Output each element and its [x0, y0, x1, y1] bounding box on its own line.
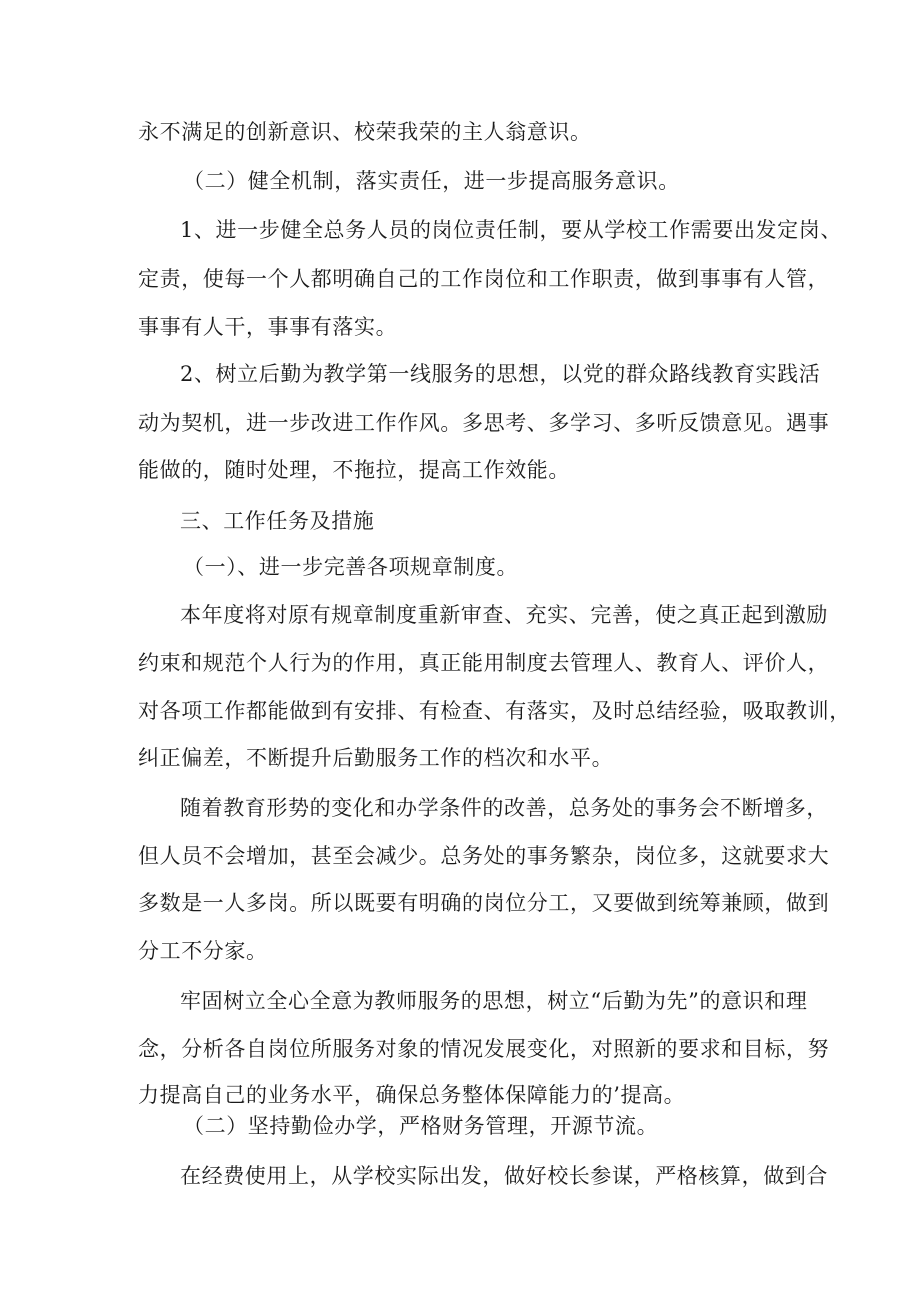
paragraph-line: 念，分析各自岗位所服务对象的情况发展变化，对照新的要求和目标，努 — [138, 1037, 830, 1061]
paragraph-line: 力提高自己的业务水平，确保总务整体保障能力的’提高。 — [138, 1083, 686, 1107]
section-heading: 三、工作任务及措施 — [180, 509, 375, 533]
paragraph-line: 动为契机，进一步改进工作作风。多思考、多学习、多听反馈意见。遇事 — [138, 411, 830, 435]
paragraph-line: 随着教育形势的变化和办学条件的改善，总务处的事务会不断增多， — [180, 796, 828, 820]
paragraph-line: 1、进一步健全总务人员的岗位责任制，要从学校工作需要出发定岗、 — [180, 218, 842, 242]
section-heading: （二）健全机制，落实责任，进一步提高服务意识。 — [183, 169, 680, 193]
paragraph-line: 事事有人干，事事有落实。 — [138, 315, 398, 339]
paragraph-line: 对各项工作都能做到有安排、有检查、有落实，及时总结经验，吸取教训， — [138, 699, 851, 723]
paragraph-line: 在经费使用上，从学校实际出发，做好校长参谋，严格核算，做到合 — [180, 1164, 828, 1188]
paragraph-line: 牢固树立全心全意为教师服务的思想，树立“后勤为先”的意识和理 — [180, 989, 808, 1013]
paragraph-line: 定责，使每一个人都明确自己的工作岗位和工作职责，做到事事有人管， — [138, 267, 830, 291]
paragraph-line: 本年度将对原有规章制度重新审查、充实、完善，使之真正起到激励 — [180, 603, 828, 627]
paragraph-line: 多数是一人多岗。所以既要有明确的岗位分工，又要做到统筹兼顾，做到 — [138, 891, 830, 915]
paragraph-line: 约束和规范个人行为的作用，真正能用制度去管理人、教育人、评价人， — [138, 651, 830, 675]
paragraph-line: 2、树立后勤为教学第一线服务的思想，以党的群众路线教育实践活 — [180, 362, 821, 386]
paragraph-line: 但人员不会增加，甚至会减少。总务处的事务繁杂，岗位多，这就要求大 — [138, 844, 830, 868]
paragraph-line: 纠正偏差，不断提升后勤服务工作的档次和水平。 — [138, 746, 614, 770]
paragraph-line: 分工不分家。 — [138, 939, 268, 963]
paragraph-line: 永不满足的创新意识、校荣我荣的主人翁意识。 — [138, 120, 592, 144]
section-heading: （二）坚持勤俭办学，严格财务管理，开源节流。 — [183, 1114, 659, 1138]
section-heading: （一）、进一步完善各项规章制度。 — [183, 555, 519, 579]
paragraph-line: 能做的，随时处理，不拖拉，提高工作效能。 — [138, 458, 570, 482]
